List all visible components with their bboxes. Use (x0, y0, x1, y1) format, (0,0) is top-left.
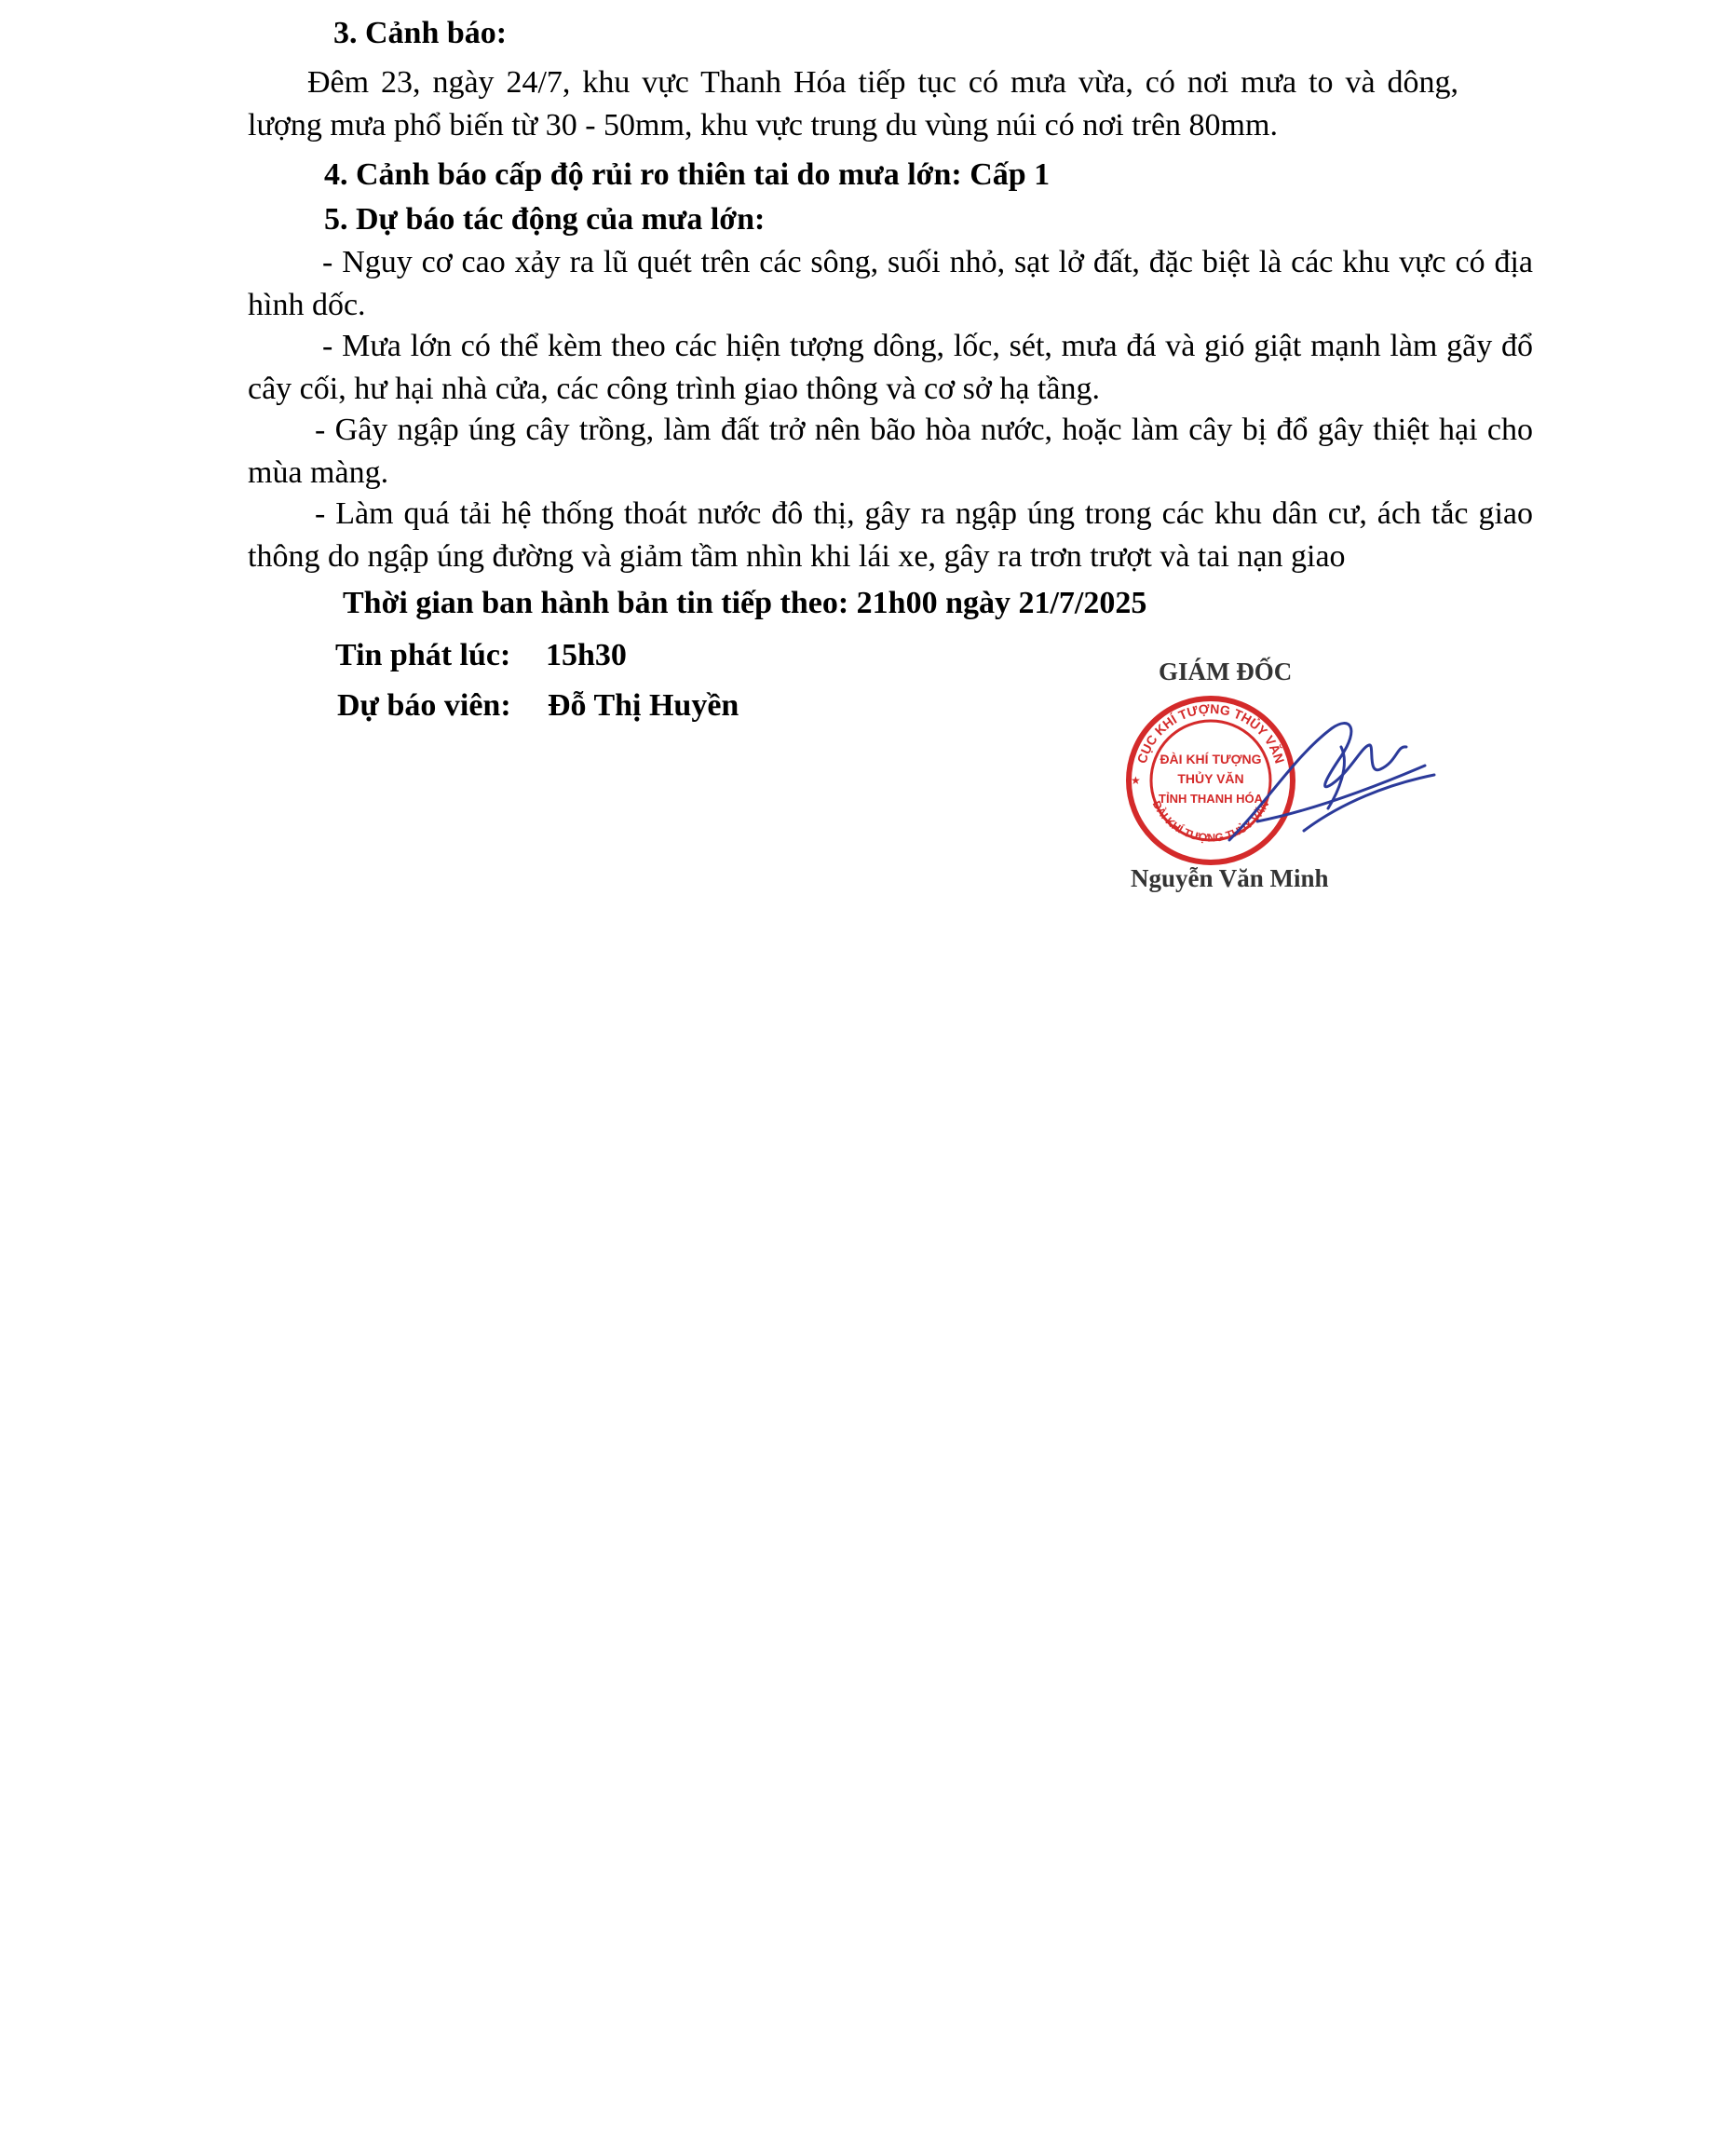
impact-item: - Gây ngập úng cây trồng, làm đất trở nên bão hòa nước, hoặc làm cây bị đổ gây thiệt hại cho mùa màng. (248, 413, 1533, 490)
impact-item: - Làm quá tải hệ thống thoát nước đô thị, gây ra ngập úng trong các khu dân cư, ách tắc giao thông do ngập úng đường và giảm tầm nhìn khi lái xe, gây ra trơn trượt và tai nạn giao (248, 496, 1533, 574)
issued-time-row (335, 635, 627, 676)
director-title: GIÁM ĐỐC (1159, 658, 1293, 685)
section-5-heading: 5. Dự báo tác động của mưa lớn: (324, 202, 766, 237)
forecaster-row (337, 685, 739, 726)
impact-item: - Nguy cơ cao xảy ra lũ quét trên các sông, suối nhỏ, sạt lở đất, đặc biệt là các khu vực có địa hình dốc. (248, 245, 1533, 322)
forecaster-label: Dự báo viên: (337, 688, 511, 723)
forecaster-value: Đỗ Thị Huyền (548, 688, 739, 723)
handwritten-signature (1229, 724, 1434, 840)
issued-value: 15h30 (546, 638, 627, 672)
section-4-heading: 4. Cảnh báo cấp độ rủi ro thiên tai do mưa lớn: Cấp 1 (324, 157, 1051, 192)
impact-item: - Mưa lớn có thể kèm theo các hiện tượng dông, lốc, sét, mưa đá và gió giật mạnh làm gãy đổ cây cối, hư hại nhà cửa, các công trình giao thông và cơ sở hạ tầng. (248, 329, 1533, 406)
official-seal-and-signature (1118, 691, 1453, 868)
svg-text:TỈNH THANH HÓA: TỈNH THANH HÓA (1159, 792, 1263, 806)
svg-text:ĐÀI KHÍ TƯỢNG THỦY VĂN: ĐÀI KHÍ TƯỢNG THỦY VĂN (1149, 798, 1272, 845)
next-bulletin-time: Thời gian ban hành bản tin tiếp theo: 21h00 ngày 21/7/2025 (343, 586, 1147, 620)
svg-text:★: ★ (1131, 774, 1141, 787)
svg-text:THỦY VĂN: THỦY VĂN (1177, 771, 1244, 786)
seal-stamp (1129, 699, 1293, 862)
issued-label: Tin phát lúc: (335, 638, 511, 672)
svg-text:ĐÀI KHÍ TƯỢNG: ĐÀI KHÍ TƯỢNG (1160, 752, 1262, 766)
director-name: Nguyễn Văn Minh (1131, 864, 1329, 892)
svg-text:CỤC KHÍ TƯỢNG THỦY VĂN: CỤC KHÍ TƯỢNG THỦY VĂN (1133, 700, 1288, 766)
section-3-text: Đêm 23, ngày 24/7, khu vực Thanh Hóa tiếp tục có mưa vừa, có nơi mưa to và dông, lượng mưa phổ biến từ 30 - 50mm, khu vực trung du vùng núi có nơi trên 80mm. (248, 65, 1458, 142)
section-3-heading: 3. Cảnh báo: (333, 16, 508, 50)
